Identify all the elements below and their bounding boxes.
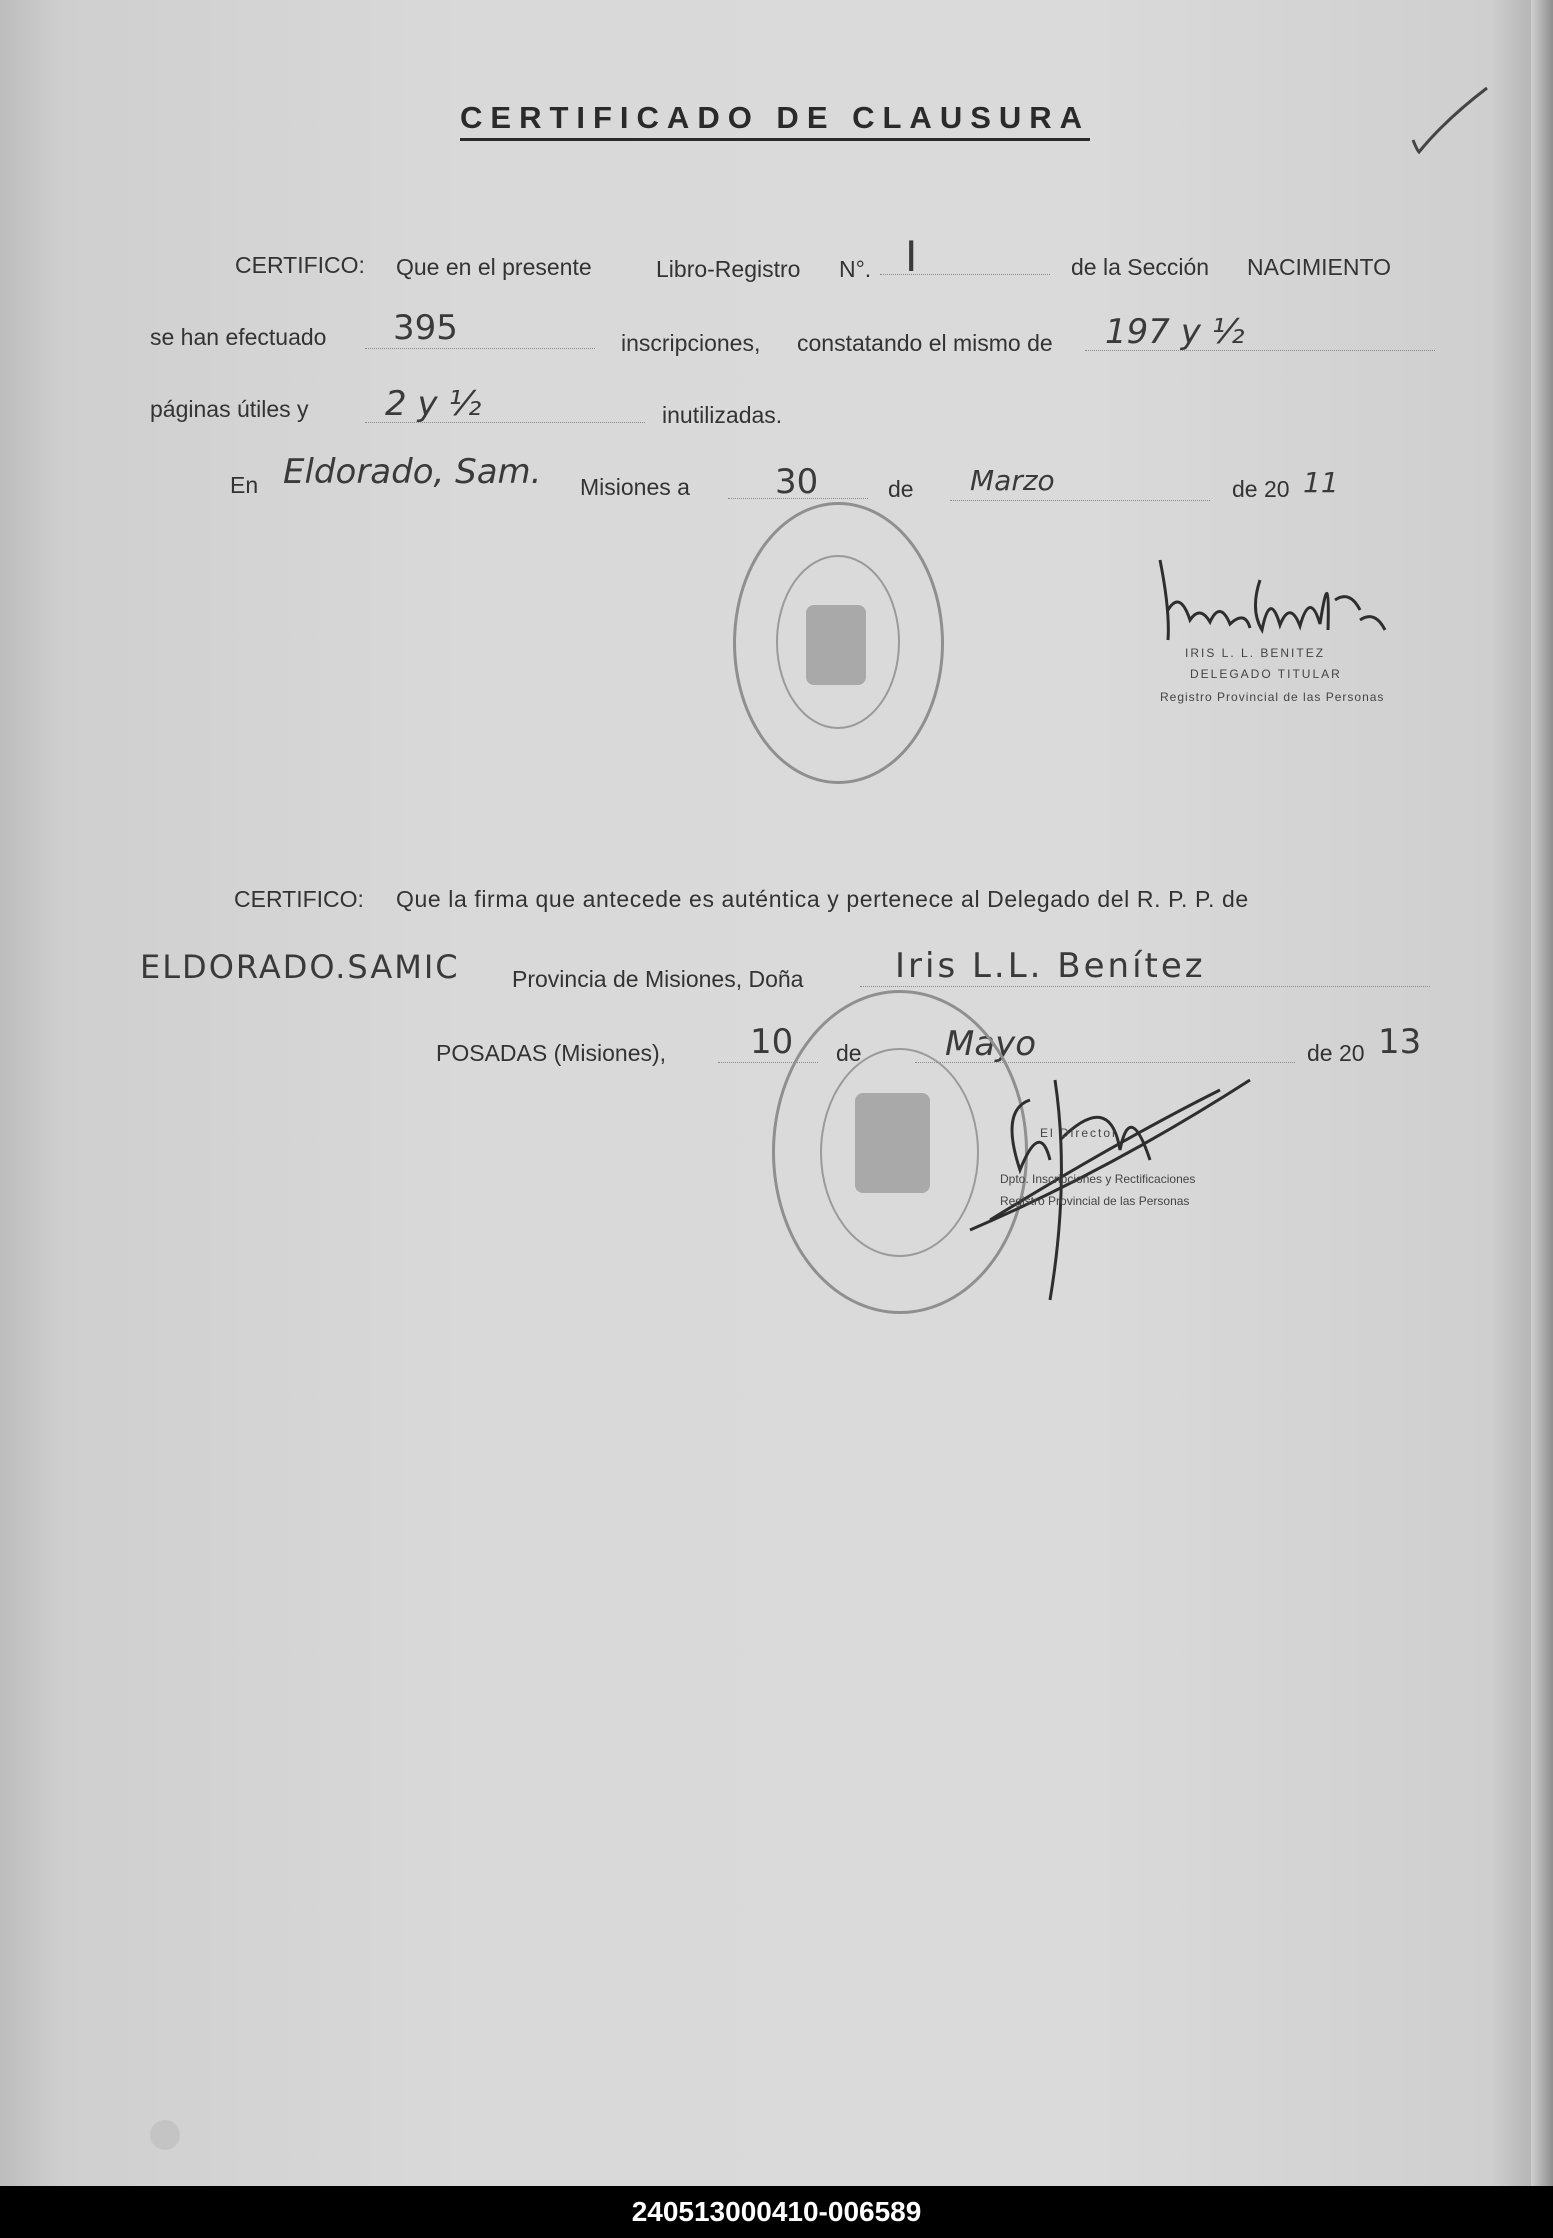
- cert1-lugar: Eldorado, Sam.: [283, 452, 542, 492]
- signature-2-line2: Dpto. Inscripciones y Rectificaciones: [1000, 1172, 1196, 1186]
- cert1-provincia: Misiones a: [580, 474, 690, 500]
- cert1-seccion: NACIMIENTO: [1247, 254, 1391, 280]
- cert1-text1: Que en el presente: [396, 254, 592, 280]
- cert1-inutilizadas: 2 y ½: [385, 384, 482, 424]
- cert1-dia: 30: [775, 462, 819, 502]
- cert2-lead: CERTIFICO:: [234, 886, 364, 912]
- cert1-inscripciones-line: [365, 348, 595, 349]
- signature-2-line3: Registro Provincial de las Personas: [1000, 1194, 1190, 1208]
- cert1-text4: se han efectuado: [150, 324, 327, 350]
- signature-2-line1: El Director: [1040, 1126, 1119, 1140]
- cert2-anio-suffix: 13: [1378, 1022, 1422, 1062]
- cert1-de1: de: [888, 476, 914, 502]
- cert2-text1: Que la firma que antecede es auténtica y pertenece al Delegado del R. P. P. de: [396, 886, 1249, 912]
- cert1-paginas-utiles: 197 y ½: [1105, 312, 1245, 352]
- cert1-paginas-line: [1085, 350, 1435, 351]
- signature-1-line2: DELEGADO TITULAR: [1190, 667, 1342, 681]
- cert1-inutilizadas-line: [365, 422, 645, 423]
- cert2-posadas: POSADAS (Misiones),: [436, 1040, 667, 1066]
- cert2-dia: 10: [750, 1022, 794, 1062]
- cert2-mes: Mayo: [945, 1024, 1037, 1064]
- cert1-libro-num: I: [905, 232, 918, 281]
- cert1-dia-line: [728, 498, 868, 499]
- cert1-lead: CERTIFICO:: [235, 252, 365, 278]
- cert2-nombre-line: [860, 986, 1430, 987]
- cert2-de1: de: [836, 1040, 862, 1066]
- cert1-anio-suffix: 11: [1303, 466, 1339, 499]
- registry-stamp-1: [733, 502, 944, 784]
- cert1-num-label: N°.: [839, 256, 872, 282]
- cert1-text6: constatando el mismo de: [797, 330, 1053, 356]
- cert2-text2: Provincia de Misiones, Doña: [512, 966, 804, 992]
- cert1-inscripciones: 395: [393, 308, 458, 348]
- cert1-text3: de la Sección: [1071, 254, 1210, 280]
- page-smudge: [150, 2120, 180, 2150]
- signature-1-line3: Registro Provincial de las Personas: [1160, 690, 1385, 704]
- cert1-text2: Libro-Registro: [656, 256, 801, 282]
- cert2-lugar: ELDORADO.SAMIC: [140, 948, 460, 986]
- cert1-en: En: [230, 472, 259, 498]
- cert1-libro-line: [880, 274, 1050, 275]
- page-title: CERTIFICADO DE CLAUSURA: [460, 100, 1090, 141]
- coat-of-arms-icon: [855, 1093, 930, 1193]
- scan-id-footer: 240513000410-006589: [0, 2186, 1553, 2238]
- page-edge: [1531, 0, 1553, 2186]
- cert1-mes-line: [950, 500, 1210, 501]
- cert2-anio-prefix: de 20: [1307, 1040, 1365, 1066]
- cert1-text7: páginas útiles y: [150, 396, 309, 422]
- cert1-anio-prefix: de 20: [1232, 476, 1290, 502]
- signature-1-line1: IRIS L. L. BENITEZ: [1185, 646, 1326, 660]
- cert1-mes: Marzo: [970, 464, 1055, 497]
- cert2-nombre: Iris L.L. Benítez: [895, 946, 1206, 986]
- cert1-text8: inutilizadas.: [662, 402, 783, 428]
- coat-of-arms-icon: [806, 605, 866, 685]
- check-mark-icon: [1405, 80, 1495, 160]
- signature-1: [1150, 550, 1400, 660]
- cert1-text5: inscripciones,: [621, 330, 761, 356]
